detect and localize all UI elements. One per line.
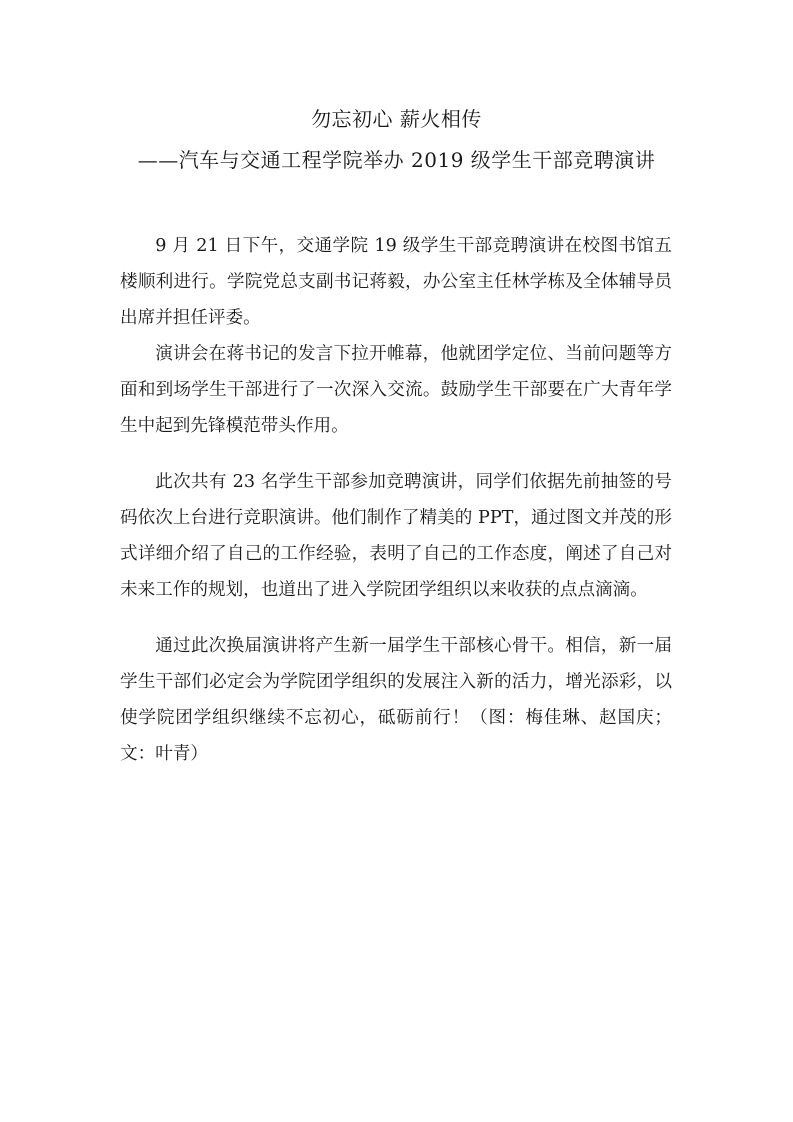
- document-subtitle: ——汽车与交通工程学院举办 2019 级学生干部竞聘演讲: [137, 148, 656, 172]
- paragraph-1: 9 月 21 日下午，交通学院 19 级学生干部竞聘演讲在校图书馆五楼顺利进行。学院党总支副书记蒋毅，办公室主任林学栋及全体辅导员出席并担任评委。: [120, 236, 672, 328]
- document-title: 勿忘初心 薪火相传: [311, 107, 482, 131]
- paragraph-2: 演讲会在蒋书记的发言下拉开帷幕，他就团学定位、当前问题等方面和到场学生干部进行了一次深入交流。鼓励学生干部要在广大青年学生中起到先锋模范带头作用。: [120, 344, 672, 436]
- paragraph-4: 通过此次换届演讲将产生新一届学生干部核心骨干。相信，新一届学生干部们必定会为学院团学组织的发展注入新的活力，增光添彩，以使学院团学组织继续不忘初心，砥砺前行！（图：梅佳琳、赵国庆；文：叶青）: [120, 636, 672, 764]
- paragraph-3: 此次共有 23 名学生干部参加竞聘演讲，同学们依据先前抽签的号码依次上台进行竞职演讲。他们制作了精美的 PPT，通过图文并茂的形式详细介绍了自己的工作经验，表明了自己的工作态度，阐述了自己对未来工作的规划，也道出了进入学院团学组织以来收获的点点滴滴。: [120, 472, 672, 600]
- document-body: [120, 228, 672, 772]
